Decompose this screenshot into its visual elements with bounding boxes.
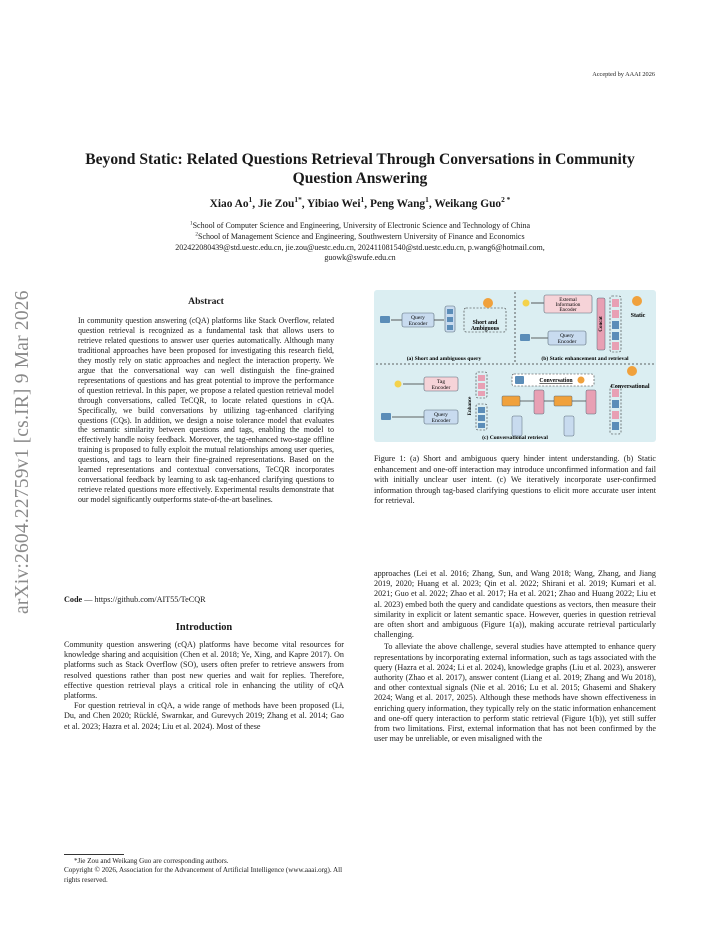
author-name: Peng Wang	[369, 198, 426, 210]
corresponding-note: *Jie Zou and Weikang Guo are corresponding authors.	[74, 857, 229, 865]
figure-1	[374, 290, 656, 442]
copyright-note: Copyright © 2026, Association for the Advancement of Artificial Intelligence (www.aaai.org). All rights reserved.	[64, 866, 343, 884]
static-label: Static	[630, 313, 646, 319]
worried-face-icon	[632, 296, 642, 306]
paper-title: Beyond Static: Related Questions Retrieval Through Conversations in Community Question Answering	[85, 151, 635, 187]
code-link[interactable]: https://github.com/AIT55/TeCQR	[94, 595, 206, 604]
confused-face-icon	[483, 298, 493, 308]
svg-text:Query: Query	[560, 333, 574, 339]
author-list: Xiao Ao$^1$, Jie Zou$^{1*}$, Yibiao Wei$^1$, Peng Wang$^1$, Weikang Guo$^{2 *}$	[209, 195, 511, 210]
introduction-heading: Introduction	[175, 622, 233, 633]
affiliation-2: $^2$School of Management Science and Engineering, Southwestern University of Finance and Economics	[195, 231, 525, 241]
author-name: Yibiao Wei	[307, 198, 361, 210]
svg-text:Information: Information	[555, 302, 581, 308]
accepted-note: Accepted by AAAI 2026	[592, 71, 655, 78]
arxiv-watermark: arXiv:2604.22759v1 [cs.IR] 9 Mar 2026	[12, 290, 33, 614]
query-encoder-label-2: Encoder	[408, 321, 428, 327]
svg-text:Concat: Concat	[599, 316, 604, 332]
svg-text:Encoder: Encoder	[431, 385, 451, 391]
author-name: Weikang Guo	[434, 198, 502, 210]
svg-text:Tag: Tag	[436, 379, 446, 385]
emails-line-2: guowk@swufe.edu.cn	[324, 253, 396, 263]
svg-text:Encoder: Encoder	[431, 418, 451, 424]
svg-text:Conversation: Conversation	[539, 378, 573, 384]
author-name: Xiao Ao	[209, 198, 249, 210]
affiliations	[55, 221, 665, 264]
svg-text:External: External	[559, 297, 577, 303]
bulb-icon-b	[523, 300, 530, 307]
happy-face-icon	[627, 366, 637, 376]
intro-paragraph-2: For question retrieval in cQA, a wide range of methods have been proposed (Li, Du, and Chen 2020; Rücklé, Swarnkar, and Gurevych 2019; Zhang et al. 2014; Gao et al. 2023; Hazra et al. 2024; Liu et al. 2024). Most of these	[64, 701, 344, 731]
query-input-icon-b	[520, 334, 530, 341]
right-paragraph-2: To alleviate the above challenge, several studies have attempted to enhance query representations by incorporating external information, such as tags associated with the query (Hazra et al. 2024; Li et al. 2024), knowledge graphs (Liu et al. 2023), answerer authority (Zhao et al. 2017), answer content (Liang et al. 2019; Zhang and Wu 2018), and other contextual signals (Nie et al. 2016; Lu et al. 2015; Ghasemi and Shakery 2024; Wang et al. 2017, 2025). Although these methods have shown effectiveness in enriching query information, they typically rely on the static information enhancement and one-off query interaction to perform static retrieval (Figure 1(b)), yet still suffer from two limitations. First, external information that has not been confirmed by the user may be unreliable, or even misaligned with the	[374, 642, 656, 744]
introduction-body	[64, 640, 344, 732]
author-name: Jie Zou	[257, 198, 295, 210]
figure-caption: Figure 1: (a) Short and ambiguous query hinder intent understanding. (b) Static enhancement and one-off interaction may introduce unconfirmed information and fail with initially unclear user intent. (c) We iteratively incorporate user-confirmed information through tag-based clarifying questions to elicit more accurate user intent for retrieval.	[374, 454, 656, 505]
author-sup: 1*	[294, 195, 302, 205]
short-label-2: Ambiguous	[470, 326, 500, 332]
query-input-icon	[380, 316, 390, 323]
panel-a-label: (a) Short and ambiguous query	[406, 356, 482, 362]
right-paragraph-1: approaches (Lei et al. 2016; Zhang, Sun, and Wang 2018; Wang, Zhang, and Jiang 2019, 2020; Huang et al. 2023; Qin et al. 2022; Shirani et al. 2019; Kumari et al. 2021; Guo et al. 2022; Zhao et al. 2017; Ha et al. 2021; Zhao and Huang 2022; Liu et al. 2023) embed both the query and candidate questions as vectors, then measure their similarity in explicit or latent semantic space. However, queries in question retrieval are often short and ambiguous (Figure 1(a)), making accurate retrieval particularly challenging.	[374, 569, 656, 640]
short-label-1: Short and	[472, 320, 498, 326]
right-column-body	[374, 569, 656, 744]
footnote-rule	[64, 854, 124, 855]
query-input-icon-c	[381, 413, 391, 420]
emails-line-1: 202422080439@std.uestc.edu.cn, jie.zou@uestc.edu.cn, 202411081540@std.uestc.edu.cn, p.wang6@hotmail.com,	[175, 242, 545, 252]
author-sup: 1	[425, 195, 429, 205]
panel-c-label: (c) Conversational retrieval	[482, 435, 548, 441]
affiliation-1: $^1$School of Computer Science and Engineering, University of Electronic Science and Technology of China	[189, 220, 530, 230]
code-label: Code	[64, 595, 83, 604]
conversational-label: Conversational	[610, 384, 650, 390]
query-encoder-label-1: Query	[411, 315, 425, 321]
intro-paragraph-1: Community question answering (cQA) platforms have become vital resources for knowledge sharing and acquisition (Chen et al. 2018; Ye, Xing, and Kapre 2017). On platforms such as Stack Overflow (SO), users often prefer to retrieve answers from resolved questions rather than post new queries and wait for replies. Therefore, effective question retrieval plays a critical role in enhancing the utility of cQA platforms.	[64, 640, 344, 701]
abstract-text: In community question answering (cQA) platforms like Stack Overflow, related question retrieval is recognized as a fundamental task that allows users to retrieve related questions to answer user queries automatically. Although many traditional approaches have been proposed for investigating this research field, they mostly rely on static approaches and neglect the interaction property. We argue that the conversational way can well distinguish the fine-grained representations of questions and has great potential to improve the performance of question retrieval. In this paper, we propose a related question retrieval model through conversations, called TeCQR, to locate related questions in cQA. Specifically, we build conversations by utilizing tag-enhanced clarifying questions (CQs). In addition, we design a noise tolerance model that evaluates the semantic similarity between questions and tags, enabling the model to effectively handle noisy feedback. Moreover, the tag-enhanced two-stage offline training is proposed to fully exploit the mutual relationships among user queries, questions, and tags to learn their fine-grained representations. Based on the learned representations and contextual conversations, TeCQR incorporates conversational feedback by learning to ask tag-enhanced clarifying questions to retrieve related questions more effectively. Experimental results demonstrate that our model significantly outperforms state-of-the-art baselines.	[78, 316, 334, 505]
author-sup: 1	[360, 195, 365, 205]
code-line: Code — https://github.com/AIT55/TeCQR	[64, 595, 206, 604]
bulb-icon-c	[395, 381, 402, 388]
author-sup: 2 *	[501, 195, 511, 205]
author-sup: 1	[248, 195, 253, 205]
svg-text:Encoder: Encoder	[559, 307, 577, 313]
footnote	[64, 857, 344, 885]
svg-text:Query: Query	[434, 412, 448, 418]
abstract-heading: Abstract	[188, 296, 224, 307]
svg-text:Encoder: Encoder	[557, 339, 577, 345]
svg-text:Enhance: Enhance	[468, 396, 473, 416]
panel-b-label: (b) Static enhancement and retrieval	[541, 356, 629, 362]
